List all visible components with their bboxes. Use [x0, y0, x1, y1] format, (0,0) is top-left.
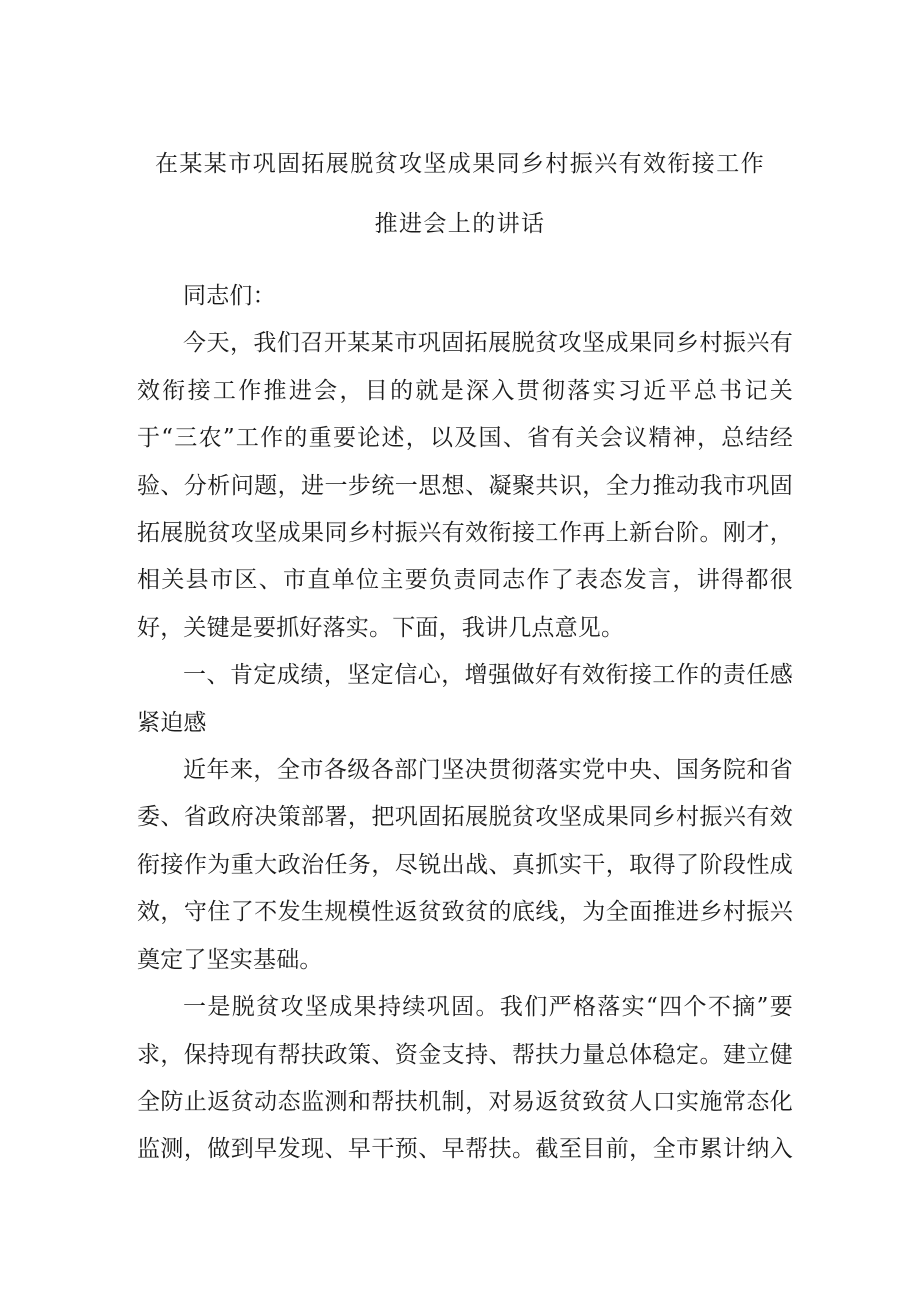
title-line-2: 推进会上的讲话	[374, 211, 546, 237]
paragraph-achievements: 近年来，全市各级各部门坚决贯彻落实党中央、国务院和省委、省政府决策部署，把巩固拓展脱贫攻坚成果同乡村振兴有效衔接作为重大政治任务，尽锐出战、真抓实干，取得了阶段性成效，守住了不发生规模性返贫致贫的底线，为全面推进乡村振兴奠定了坚实基础。	[137, 757, 793, 973]
document-body	[137, 273, 793, 1174]
document-title	[130, 134, 790, 254]
section-heading-1: 一、肯定成绩，坚定信心，增强做好有效衔接工作的责任感紧迫感	[137, 662, 793, 736]
salutation: 同志们：	[183, 283, 276, 309]
paragraph-opening: 今天，我们召开某某市巩固拓展脱贫攻坚成果同乡村振兴有效衔接工作推进会，目的就是深入贯彻落实习近平总书记关于“三农”工作的重要论述，以及国、省有关会议精神，总结经验、分析问题，进一步统一思想、凝聚共识，全力推动我市巩固拓展脱贫攻坚成果同乡村振兴有效衔接工作再上新台阶。刚才，相关县市区、市直单位主要负责同志作了表态发言，讲得都很好，关键是要抓好落实。下面，我讲几点意见。	[137, 330, 793, 641]
title-line-1: 在某某市巩固拓展脱贫攻坚成果同乡村振兴有效衔接工作	[155, 151, 765, 177]
paragraph-point-one: 一是脱贫攻坚成果持续巩固。我们严格落实“四个不摘”要求，保持现有帮扶政策、资金支持、帮扶力量总体稳定。建立健全防止返贫动态监测和帮扶机制，对易返贫致贫人口实施常态化监测，做到早发现、早干预、早帮扶。截至目前，全市累计纳入	[137, 994, 793, 1163]
